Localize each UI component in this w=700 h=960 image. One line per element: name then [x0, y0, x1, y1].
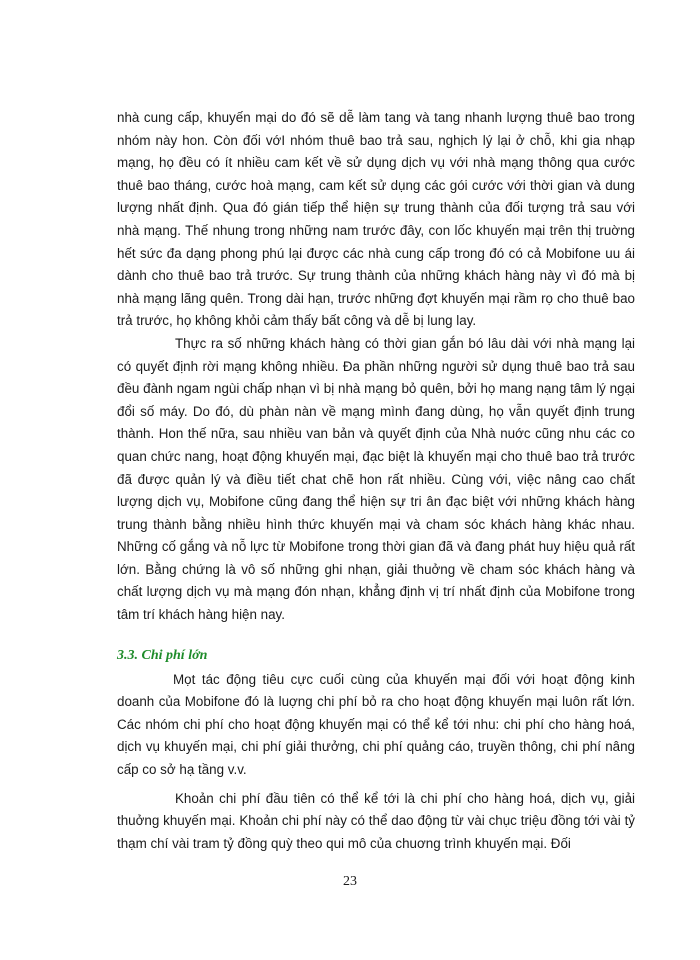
- paragraph-cost-impact: [117, 669, 635, 782]
- page-body: [117, 107, 635, 855]
- paragraph-text: Thực ra số những khách hàng có thời gian gắn bó lâu dài với nhà mạng lại có quyết định rời mạng không nhiều. Đa phần những người sử dụng thuê bao trả sau đều đành ngam ngùi chấp nhạn vì bị nhà mạng bỏ quên, bởi họ mang nạng tâm lý ngại đổi số máy. Do đó, dù phàn nàn về mạng mình đang dùng, họ vẫn quyết định trung thành. Hon thế nữa, sau nhiều van bản và quyết định của Nhà nuớc cũng nhu các co quan chức nang, hoạt động khuyến mại, đạc biệt là khuyến mại cho thuê bao trả trước đã được quản lý và điều tiết chat chẽ hon rất nhiều. Cùng với, việc nâng cao chất lượng dịch vụ, Mobifone cũng đang thể hiện sự tri ân đạc biệt với những khách hàng trung thành bằng nhiều hình thức khuyến mại và cham sóc khách hàng khác nhau. Những cố gắng và nỗ lực từ Mobifone trong thời gian đã và đang phát huy hiệu quả rất lớn. Bằng chứng là vô số những ghi nhạn, giải thuởng về cham sóc khách hàng và chất lượng dịch vụ mà mạng đón nhạn, khẳng định vị trí nhất định của Mobifone trong tâm trí khách hàng hiện nay.: [117, 335, 635, 623]
- paragraph-text: nhà cung cấp, khuyến mại do đó sẽ dễ làm tang và tang nhanh lượng thuê bao trong nhóm này hon. Còn đối vớI nhóm thuê bao trả sau, nghịch lý lại ở chỗ, khi gia nhạp mạng, họ đều có ít nhiều cam kết về sử dụng dịch vụ với nhà mạng thông qua cước thuê bao tháng, cước hoà mạng, cam kết sử dụng các gói cước với thời gian và dung lượng nhất định. Qua đó gián tiếp thể hiện sự trung thành của đối tượng trả sau với nhà mạng. Thế nhung trong những nam trước đây, con lốc khuyến mại trên thị truờng hết sức đa dạng phong phú lại được các nhà cung cấp trong đó có cả Mobifone uu ái dành cho thuê bao trả trước. Sự trung thành của những khách hàng này vì đó mà bị nhà mạng lãng quên. Trong dài hạn, trước những đợt khuyến mại rầm rọ cho thuê bao trả trước, họ không khỏi cảm thấy bất công và dễ bị lung lay.: [117, 110, 635, 329]
- section-heading: 3.3. Chi phí lớn: [117, 647, 208, 663]
- paragraph-loyal-customers: [117, 333, 635, 627]
- paragraph-text: Khoản chi phí đầu tiên có thể kể tới là chi phí cho hàng hoá, dịch vụ, giải thuởng khuyến mại. Khoản chi phí này có thể dao động từ vài chục triệu đồng tới vài tỷ thạm chí vài tram tỷ đồng quỳ theo qui mô của chuơng trình khuyến mại. Đối: [117, 790, 635, 851]
- paragraph-continuation: [117, 107, 635, 333]
- paragraph-text: Mọt tác động tiêu cực cuối cùng của khuyến mại đối với hoạt động kinh doanh của Mobifone đó là luợng chi phí bỏ ra cho hoạt động khuyến mại luôn rất lớn. Các nhóm chi phí cho hoạt động khuyến mại có thể kể tới nhu: chi phí cho hàng hoá, dịch vụ khuyến mại, chi phí giải thưởng, chi phí quảng cáo, truyền thông, chi phí nâng cấp co sở hạ tầng v.v.: [117, 671, 635, 778]
- page-number: 23: [343, 874, 357, 889]
- paragraph-first-cost: [117, 788, 635, 856]
